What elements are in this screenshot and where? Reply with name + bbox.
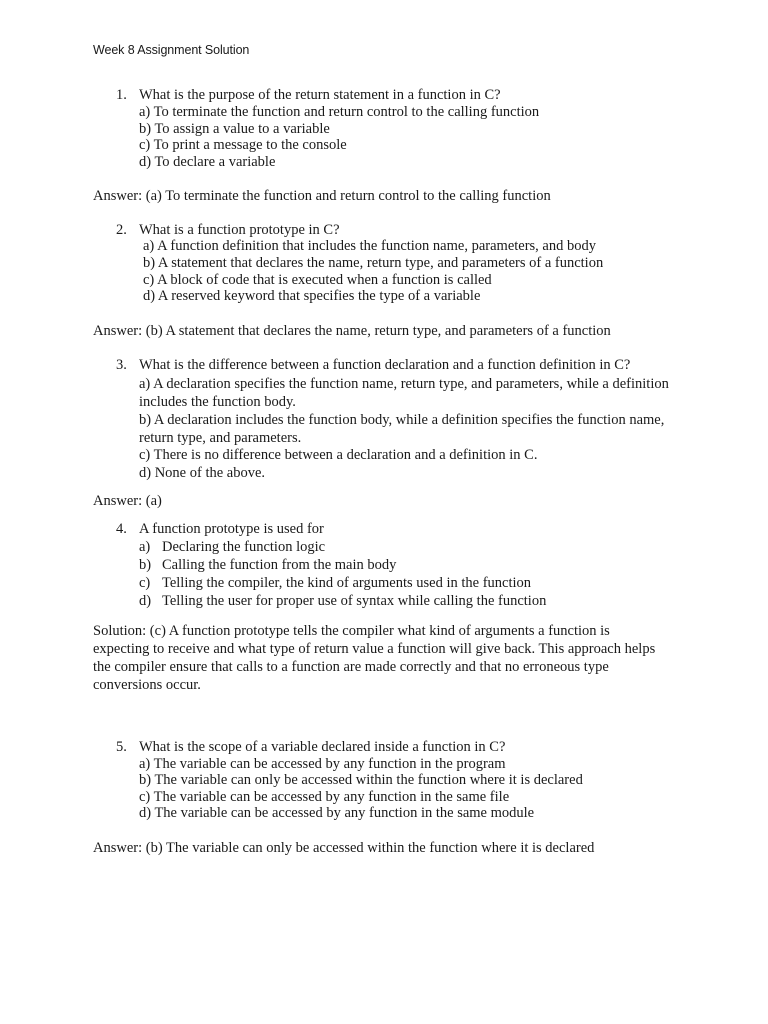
answer-text: Answer: (b) The variable can only be accessed within the function where it is declared [93,840,595,856]
option-a-letter: a) [139,539,151,555]
option-a: a) To terminate the function and return control to the calling function [139,104,540,120]
page-header: Week 8 Assignment Solution [93,43,250,57]
option-c: c) To print a message to the console [139,137,347,153]
option-b: b) A statement that declares the name, return type, and parameters of a function [143,255,604,271]
question-text: What is a function prototype in C? [139,222,340,238]
answer-text: Answer: (b) A statement that declares the name, return type, and parameters of a function [93,323,611,339]
option-c: c) A block of code that is executed when a function is called [143,272,492,288]
question-number: 4. [116,521,127,537]
option-c: Telling the compiler, the kind of arguments used in the function [162,575,532,591]
option-b: b) The variable can only be accessed within the function where it is declared [139,772,583,788]
option-a: a) The variable can be accessed by any function in the program [139,756,506,772]
option-b: b) A declaration includes the function body, while a definition specifies the function name, return type, and parameters. [139,412,665,446]
option-d: d) None of the above. [139,465,266,481]
option-a: Declaring the function logic [162,539,326,555]
option-b: b) To assign a value to a variable [139,121,330,137]
question-text: A function prototype is used for [139,521,324,537]
question-text: What is the scope of a variable declared inside a function in C? [139,739,506,755]
option-d: d) To declare a variable [139,154,276,170]
question-number: 3. [116,357,127,373]
option-d: d) The variable can be accessed by any function in the same module [139,805,535,821]
option-c-letter: c) [139,575,151,591]
option-d: Telling the user for proper use of syntax while calling the function [162,593,547,609]
answer-text: Answer: (a) To terminate the function and return control to the calling function [93,188,551,204]
question-text: What is the difference between a function declaration and a function definition in C? [139,357,631,373]
option-b-letter: b) [139,557,152,573]
question-text: What is the purpose of the return statement in a function in C? [139,87,501,103]
question-number: 2. [116,222,127,238]
option-a: a) A function definition that includes the function name, parameters, and body [143,238,596,254]
option-d: d) A reserved keyword that specifies the type of a variable [143,288,481,304]
option-b: Calling the function from the main body [162,557,397,573]
solution-text: Solution: (c) A function prototype tells the compiler what kind of arguments a function is expecting to receive and what type of return value a function will give back. This approach helps the compiler ensure that calls to a function are made correctly and that no erroneous type conversions occur. [93,623,656,693]
question-number: 5. [116,739,127,755]
answer-text: Answer: (a) [93,493,162,509]
option-c: c) The variable can be accessed by any function in the same file [139,789,510,805]
option-c: c) There is no difference between a declaration and a definition in C. [139,447,538,463]
option-d-letter: d) [139,593,152,609]
question-number: 1. [116,87,127,103]
option-a: a) A declaration specifies the function name, return type, and parameters, while a definition includes the function body. [139,376,669,410]
